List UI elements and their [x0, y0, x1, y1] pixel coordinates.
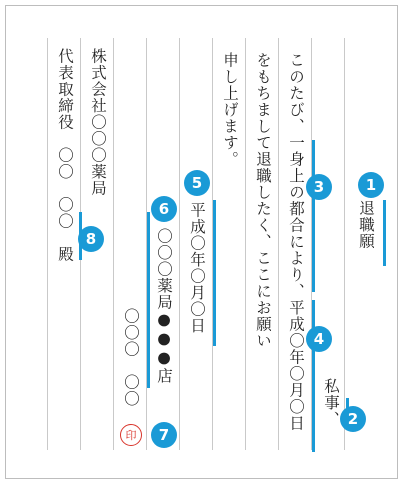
- letter-title: 退職願: [357, 200, 375, 250]
- rule-line: [179, 38, 180, 450]
- personal-seal: 印: [120, 424, 142, 446]
- affiliation: 〇〇〇薬局●●●店: [155, 228, 173, 384]
- body-line-2: をもちまして退職したく、ここにお願い: [254, 52, 272, 349]
- marker-badge-3: 3: [306, 174, 332, 200]
- reason-marker-line: [312, 140, 315, 292]
- body-line-3: 申し上げます。: [221, 52, 239, 168]
- rule-line: [344, 38, 345, 450]
- addressee-name: 代表取締役 〇〇 〇〇 殿: [56, 48, 74, 263]
- marker-badge-6: 6: [151, 196, 177, 222]
- declarant-line: 私事、: [322, 378, 340, 428]
- marker-badge-7: 7: [151, 422, 177, 448]
- marker-badge-1: 1: [358, 172, 384, 198]
- submit-date-marker-line: [213, 200, 216, 346]
- rule-line: [113, 38, 114, 450]
- rule-line: [245, 38, 246, 450]
- rule-line: [278, 38, 279, 450]
- body-line-1: このたび、一身上の都合により、平成〇年〇月〇日: [287, 52, 305, 432]
- resign-date-marker-line: [312, 300, 315, 452]
- company-name: 株式会社〇〇〇薬局: [89, 48, 107, 197]
- marker-badge-8: 8: [78, 226, 104, 252]
- marker-badge-5: 5: [184, 170, 210, 196]
- title-marker-line: [383, 200, 386, 266]
- applicant-name: 〇〇〇 〇〇: [122, 308, 140, 407]
- rule-line: [47, 38, 48, 450]
- marker-badge-4: 4: [306, 326, 332, 352]
- marker-badge-2: 2: [340, 406, 366, 432]
- affiliation-marker-line: [147, 212, 150, 388]
- submit-date: 平成〇年〇月〇日: [188, 202, 206, 334]
